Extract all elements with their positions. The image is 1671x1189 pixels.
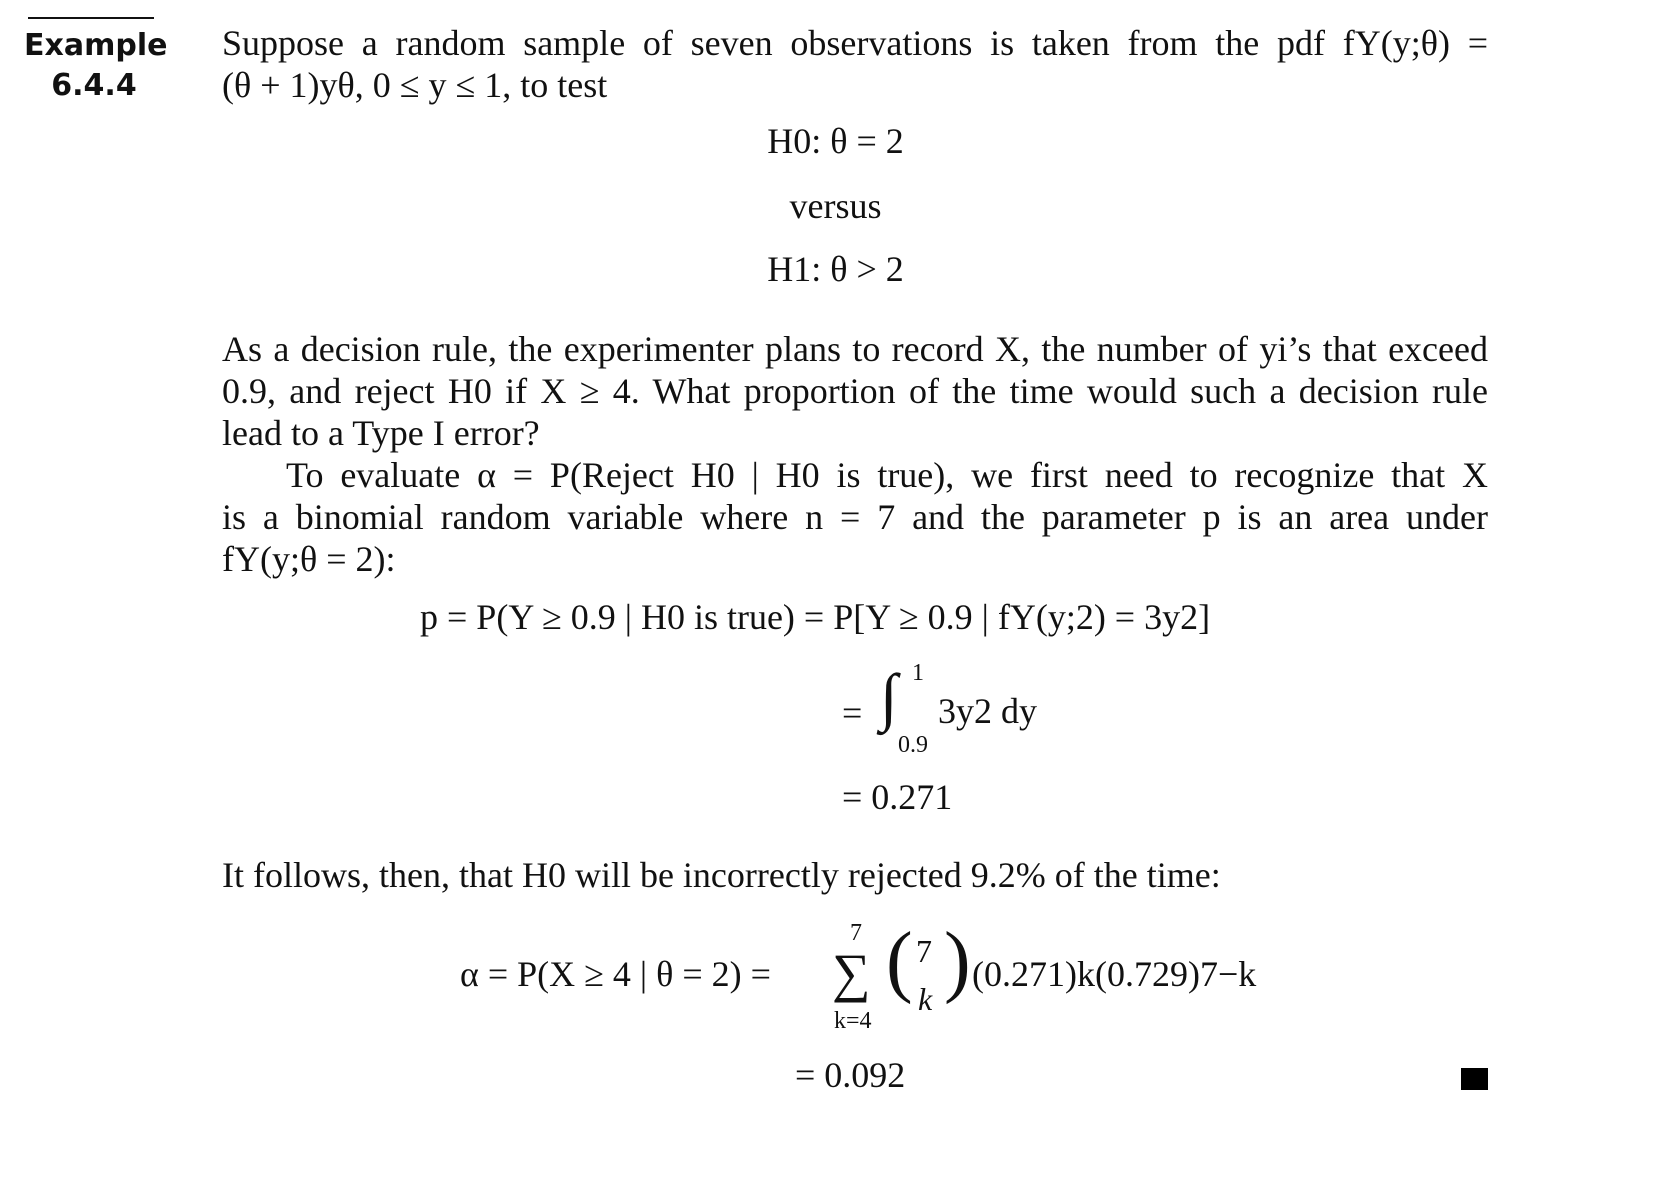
example-label-number: 6.4.4 (51, 68, 137, 103)
alpha-terms: (0.271)k(0.729)7−k (972, 954, 1257, 994)
evaluate-line-1: To evaluate α = P(Reject H0 | H0 is true), we first need to recognize that X (286, 455, 1488, 495)
intro-line-1 (222, 22, 1488, 64)
intro-text: Suppose a random sample of seven observations is taken from the pdf (222, 23, 1325, 63)
hypothesis-versus: versus (789, 186, 882, 226)
integrand: 3y2 dy (938, 691, 1037, 731)
p-result: = 0.271 (842, 777, 953, 817)
binom-top: 7 (916, 933, 932, 969)
decision-line-3: lead to a Type I error? (222, 413, 540, 453)
intro-pdf: fY(y;θ) = (1342, 23, 1488, 63)
sum-lower-limit: k=4 (834, 1008, 872, 1034)
evaluate-line-2: is a binomial random variable where n = 7 and the parameter p is an area under (222, 497, 1488, 537)
sum-sign: ∑ (832, 943, 871, 1003)
hypothesis-alternative: H1: θ > 2 (767, 249, 904, 289)
binom-bottom: k (918, 981, 933, 1017)
end-of-example-square-icon (1461, 1068, 1488, 1090)
evaluate-paragraph (222, 454, 1488, 580)
integral-upper-limit: 1 (912, 660, 924, 686)
binom-right-paren: ) (944, 917, 971, 1005)
decision-paragraph (222, 328, 1488, 454)
intro-line-2: (θ + 1)yθ, 0 ≤ y ≤ 1, to test (222, 65, 608, 105)
integral-lower-limit: 0.9 (898, 732, 928, 758)
alpha-lhs: α = P(X ≥ 4 | θ = 2) = (460, 954, 771, 994)
decision-line-2: 0.9, and reject H0 if X ≥ 4. What proportion of the time would such a decision rule (222, 371, 1488, 411)
integral-sign: ∫ (880, 661, 898, 732)
example-label (24, 0, 168, 106)
decision-line-1: As a decision rule, the experimenter plans to record X, the number of yi’s that exceed (222, 329, 1488, 369)
evaluate-line-3: fY(y;θ = 2): (222, 539, 396, 579)
intro-paragraph (222, 22, 1488, 106)
hypothesis-null: H0: θ = 2 (767, 121, 904, 161)
sum-upper-limit: 7 (850, 920, 862, 946)
example-label-word: Example (24, 28, 168, 63)
alpha-result: = 0.092 (795, 1055, 906, 1095)
conclusion-line: It follows, then, that H0 will be incorrectly rejected 9.2% of the time: (222, 855, 1221, 895)
p-integral-equals: = (842, 693, 863, 733)
p-equation-line: p = P(Y ≥ 0.9 | H0 is true) = P[Y ≥ 0.9 | fY(y;2) = 3y2] (420, 597, 1211, 637)
binom-left-paren: ( (886, 917, 913, 1005)
